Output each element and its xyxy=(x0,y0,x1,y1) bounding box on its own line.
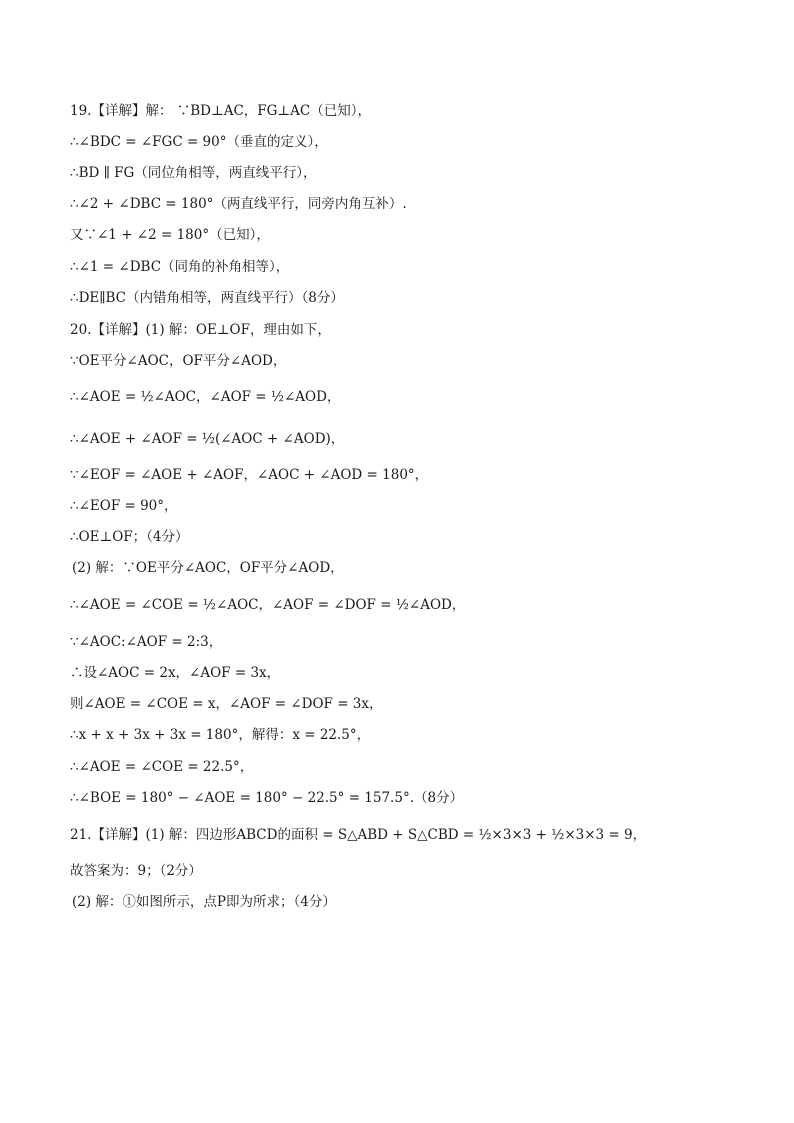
q20-line-1: 20.【详解】(1) 解：OE⊥OF，理由如下， xyxy=(70,322,331,338)
q19-line-4: ∴∠2 + ∠DBC = 180°（两直线平行，同旁内角互补）. xyxy=(70,196,407,212)
q20-line-11: ∴设∠AOC = 2x，∠AOF = 3x， xyxy=(70,665,281,681)
q20-line-7: ∴OE⊥OF；（4分） xyxy=(70,529,189,545)
q19-line-6: ∴∠1 = ∠DBC（同角的补角相等）， xyxy=(70,259,290,275)
q19-line-5: 又∵∠1 + ∠2 = 180°（已知）， xyxy=(70,227,270,243)
q20-line-5: ∵∠EOF = ∠AOE + ∠AOF，∠AOC + ∠AOD = 180°， xyxy=(70,467,429,483)
q20-line-14: ∴∠AOE = ∠COE = 22.5°， xyxy=(70,759,254,775)
q19-line-3: ∴BD ∥ FG（同位角相等，两直线平行）， xyxy=(70,165,317,181)
q20-line-6: ∴∠EOF = 90°， xyxy=(70,498,178,514)
q19-line-1: 19.【详解】解： ∵BD⊥AC，FG⊥AC（已知）， xyxy=(70,103,371,119)
q20-line-4: ∴∠AOE + ∠AOF = ½(∠AOC + ∠AOD)， xyxy=(70,431,345,447)
q21-line-1: 21.【详解】(1) 解：四边形ABCD的面积 = S△ABD + S△CBD = ½×3×3 + ½×3×3 = 9， xyxy=(70,827,647,843)
q20-line-13: ∴x + x + 3x + 3x = 180°，解得：x = 22.5°， xyxy=(70,727,371,743)
q20-line-2: ∵OE平分∠AOC，OF平分∠AOD， xyxy=(70,353,287,369)
q20-line-15: ∴∠BOE = 180° − ∠AOE = 180° − 22.5° = 157.5°.（8分） xyxy=(70,790,464,806)
q20-line-10: ∵∠AOC:∠AOF = 2:3， xyxy=(70,634,223,650)
q21-line-3: (2) 解：①如图所示，点P即为所求；（4分） xyxy=(72,894,336,910)
q19-line-7: ∴DE∥BC（内错角相等，两直线平行）（8分） xyxy=(70,290,344,306)
q21-line-2: 故答案为：9；（2分） xyxy=(70,863,202,879)
q20-line-9: ∴∠AOE = ∠COE = ½∠AOC，∠AOF = ∠DOF = ½∠AOD， xyxy=(70,597,466,613)
q19-line-2: ∴∠BDC = ∠FGC = 90°（垂直的定义）， xyxy=(70,134,328,150)
q20-line-8: (2) 解：∵OE平分∠AOC，OF平分∠AOD， xyxy=(72,560,344,576)
q20-line-3: ∴∠AOE = ½∠AOC，∠AOF = ½∠AOD， xyxy=(70,389,341,405)
q20-line-12: 则∠AOE = ∠COE = x，∠AOF = ∠DOF = 3x， xyxy=(70,696,383,712)
